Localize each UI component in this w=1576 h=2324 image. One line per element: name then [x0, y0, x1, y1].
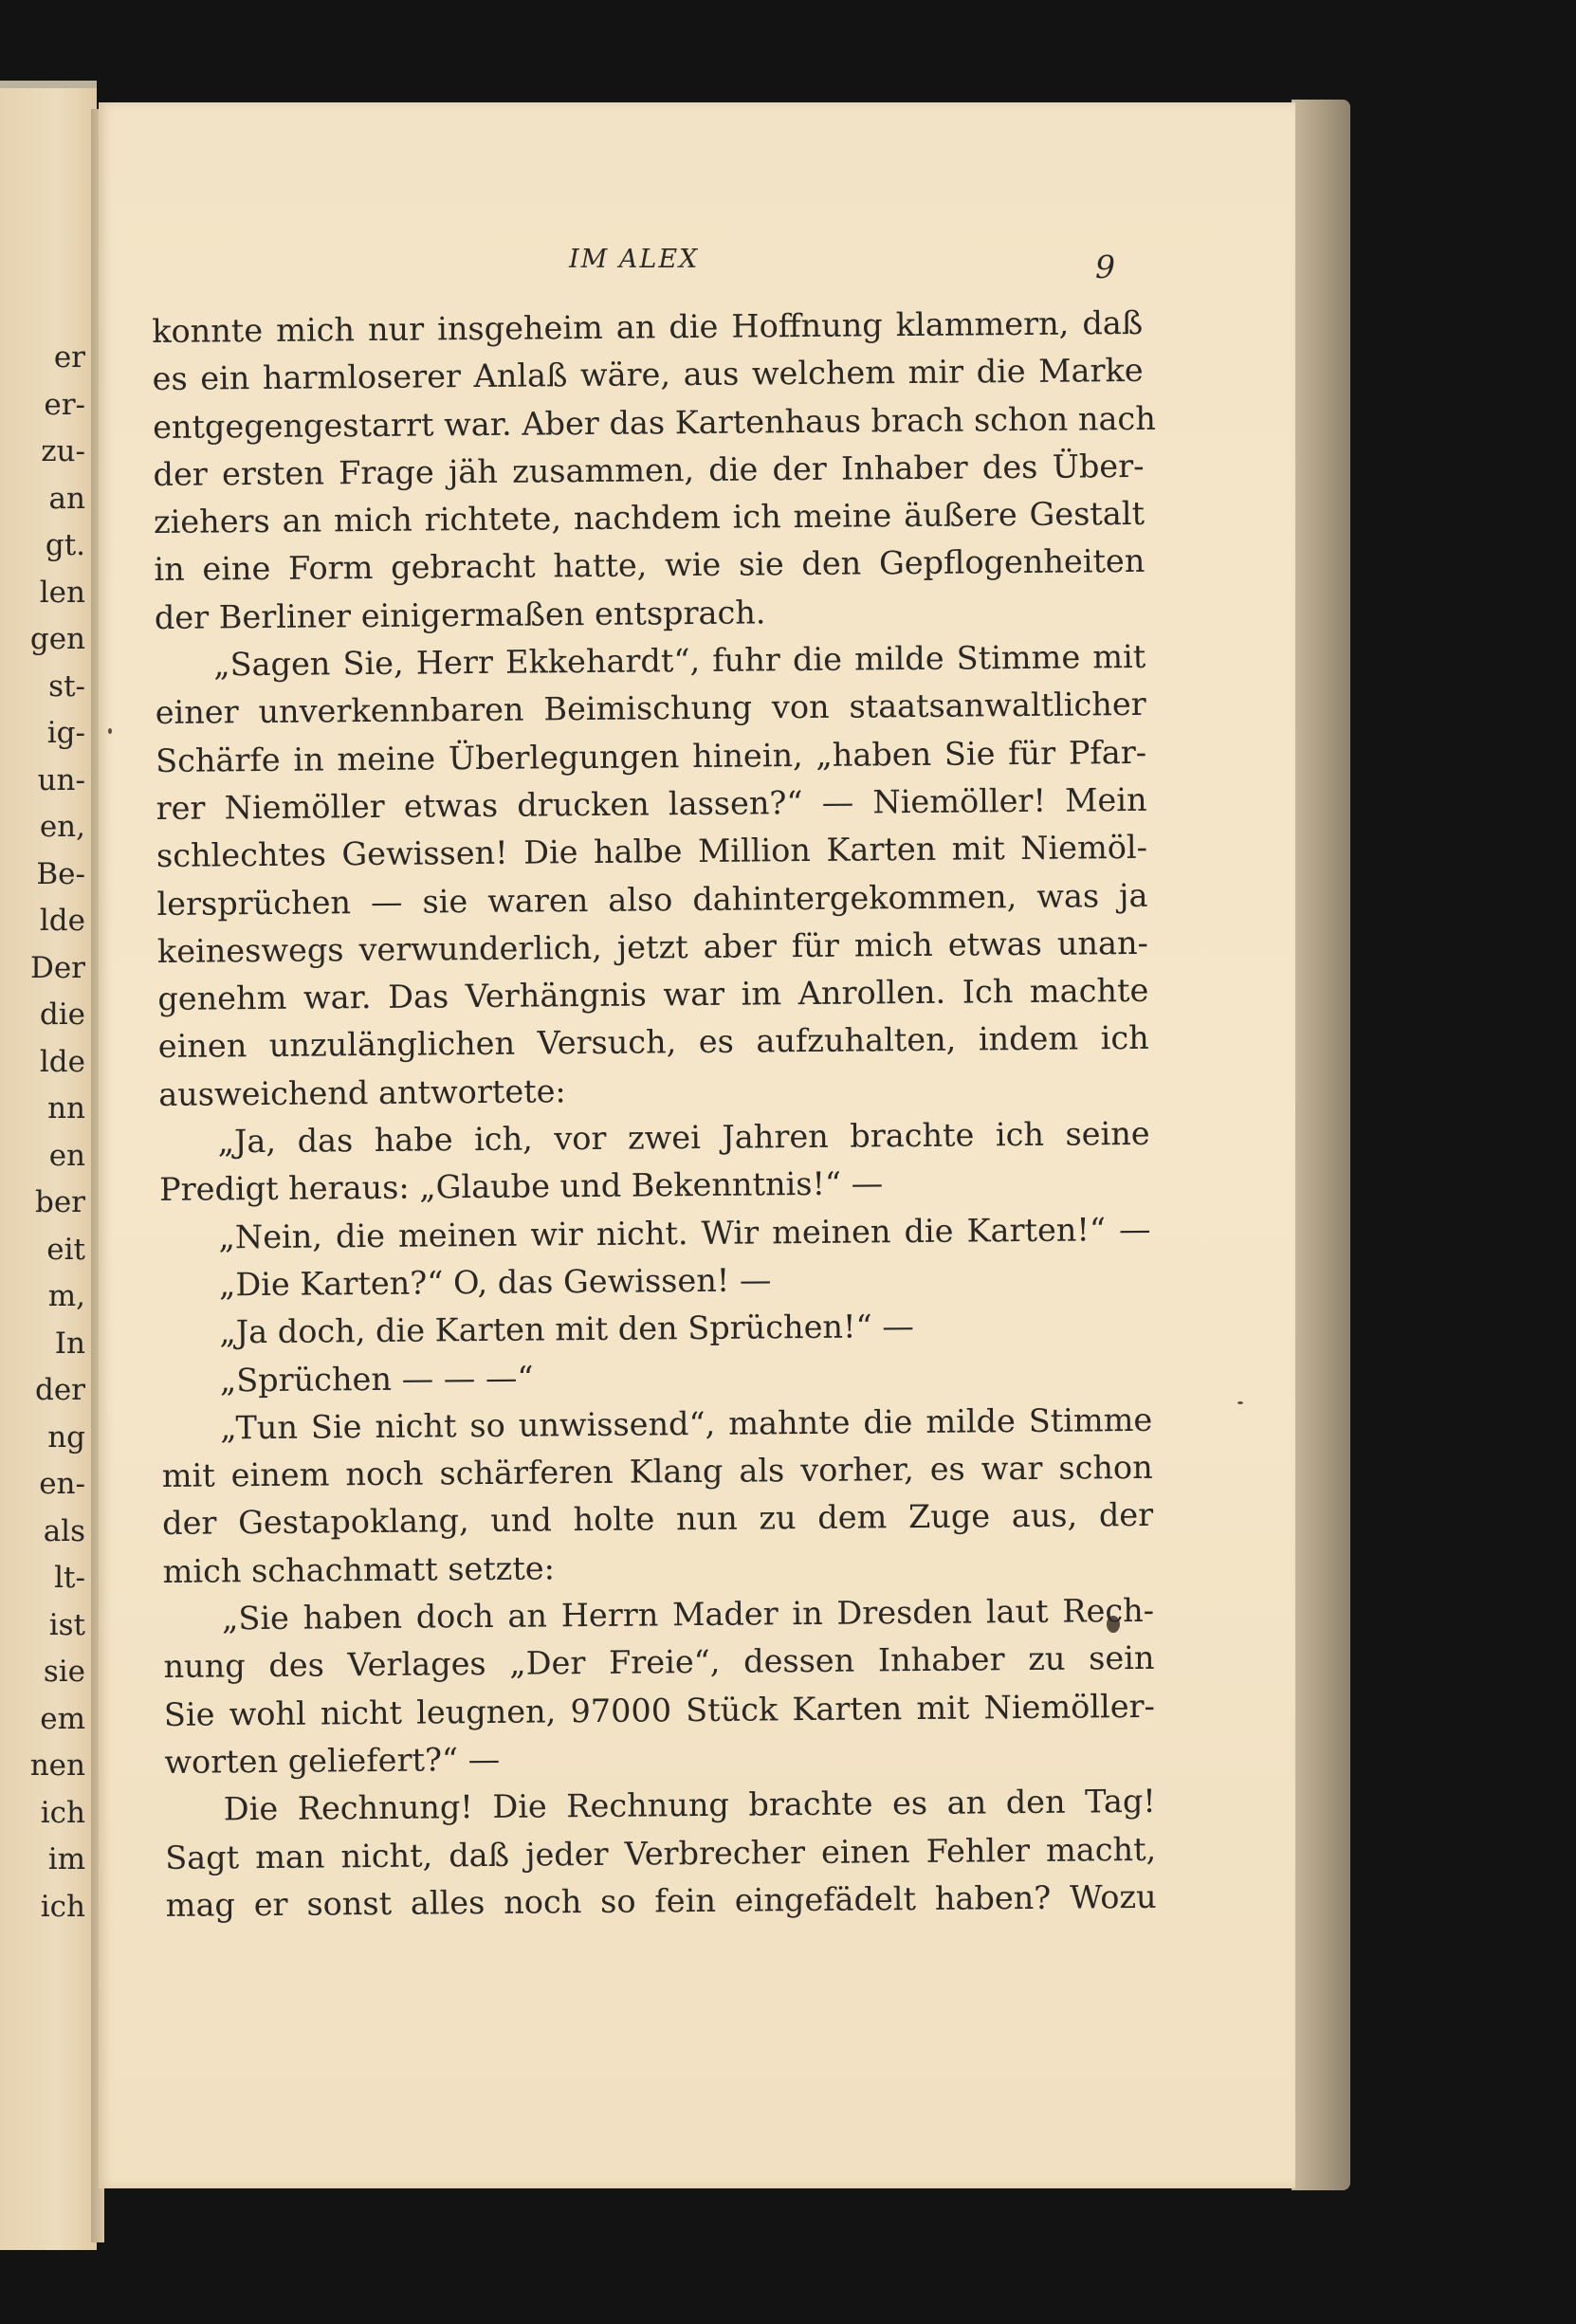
text-line: „Sagen Sie, Herr Ekkehardt“, fuhr die milde Stimme mit	[213, 637, 1146, 684]
left-page-word: er-	[44, 387, 85, 422]
left-page-word: en-	[39, 1467, 85, 1501]
text-line: ziehers an mich richtete, nachdem ich meine äußere Gestalt	[153, 495, 1145, 541]
left-page-word: m,	[47, 1279, 85, 1313]
text-line: in eine Form gebracht hatte, wie sie den Gepflogenheiten	[154, 542, 1145, 589]
text-line: schlechtes Gewissen! Die halbe Million Karten mit Niemöl-	[156, 829, 1148, 875]
text-line: entgegengestarrt war. Aber das Kartenhaus brach schon nach	[152, 399, 1156, 446]
text-line: „Ja doch, die Karten mit den Sprüchen!“ —	[219, 1308, 914, 1351]
text-line: „Die Karten?“ O, das Gewissen! —	[218, 1261, 772, 1304]
left-page-word: ng	[47, 1419, 85, 1455]
left-page-word: nn	[47, 1091, 85, 1125]
text-line: ausweichend antwortete:	[158, 1071, 566, 1113]
text-line: konnte mich nur insgeheim an die Hoffnung klammern, daß	[152, 303, 1144, 350]
left-page-word: die	[39, 997, 85, 1032]
text-line: einen unzulänglichen Versuch, es aufzuhalten, indem ich	[157, 1019, 1149, 1066]
text-line: der Gestapoklang, und holte nun zu dem Zuge aus, der	[162, 1496, 1154, 1543]
text-line: lersprüchen — sie waren also dahintergekommen, was ja	[156, 876, 1148, 923]
text-line: mag er sonst alles noch so fein eingefädelt haben? Wozu	[165, 1877, 1157, 1924]
text-line: Sie wohl nicht leugnen, 97000 Stück Karten mit Niemöller-	[163, 1687, 1156, 1733]
left-page-word: er	[53, 340, 85, 375]
left-page-word: un-	[37, 762, 85, 797]
running-head: IM ALEX	[569, 245, 700, 274]
left-page-fragment	[0, 81, 97, 2250]
text-line: rer Niemöller etwas drucken lassen?“ — Niemöller! Mein	[156, 780, 1147, 827]
left-page-word: Der	[29, 950, 85, 985]
text-line: „Sie haben doch an Herrn Mader in Dresden laut Rech-	[221, 1591, 1155, 1638]
text-line: Predigt heraus: „Glaube und Bekenntnis!“ —	[158, 1164, 884, 1209]
text-line: der ersten Frage jäh zusammen, die der Inhaber des Über-	[153, 447, 1145, 493]
text-line: Die Rechnung! Die Rechnung brachte es an den Tag!	[223, 1783, 1156, 1828]
left-page-word: em	[40, 1701, 85, 1736]
book-cover-edge	[1292, 100, 1350, 2190]
left-page-word: en,	[39, 810, 85, 844]
left-page-word: ich	[40, 1889, 85, 1924]
text-line: einer unverkennbaren Beimischung von staatsanwaltlicher	[155, 686, 1146, 732]
body-text	[152, 300, 1157, 1930]
left-page-word: Be-	[36, 856, 85, 891]
text-line: genehm war. Das Verhängnis war im Anrollen. Ich machte	[157, 972, 1149, 1018]
page-speck	[108, 728, 112, 734]
left-page-word: ich	[40, 1795, 85, 1830]
left-page-word: der	[34, 1373, 85, 1407]
left-page-word: zu-	[41, 434, 85, 468]
text-line: „Ja, das habe ich, vor zwei Jahren brachte ich seine	[217, 1114, 1150, 1161]
page-speck	[1237, 1401, 1243, 1404]
left-page-word: len	[39, 575, 85, 610]
text-line: es ein harmloserer Anlaß wäre, aus welchem mir die Marke	[152, 352, 1144, 398]
text-line: „Nein, die meinen wir nicht. Wir meinen die Karten!“ —	[218, 1210, 1151, 1256]
left-page-word: eit	[46, 1232, 85, 1267]
left-page-word: sie	[43, 1655, 85, 1689]
text-line: mit einem noch schärferen Klang als vorher, es war schon	[161, 1448, 1153, 1495]
text-line: mich schachmatt setzte:	[162, 1549, 556, 1590]
left-page-word: an	[48, 481, 85, 516]
left-page-word: gen	[29, 622, 85, 656]
text-line: Sagt man nicht, daß jeder Verbrecher einen Fehler macht,	[165, 1830, 1157, 1876]
left-page-text	[0, 335, 95, 1931]
text-line: keineswegs verwunderlich, jetzt aber für mich etwas unan-	[156, 924, 1149, 970]
left-page-word: In	[54, 1326, 85, 1361]
left-page-word: lde	[39, 904, 85, 938]
text-line: „Sprüchen — — —“	[219, 1359, 534, 1399]
left-page-word: ig-	[46, 716, 85, 750]
text-line: worten geliefert?“ —	[164, 1740, 501, 1781]
text-line: der Berliner einigermaßen entsprach.	[154, 594, 766, 636]
text-line: Schärfe in meine Überlegungen hinein, „haben Sie für Pfar-	[155, 733, 1147, 779]
text-line: „Tun Sie nicht so unwissend“, mahnte die milde Stimme	[220, 1400, 1153, 1447]
left-page-word: ber	[34, 1185, 85, 1219]
page-number: 9	[1095, 248, 1115, 285]
left-page-word: lt-	[54, 1561, 85, 1595]
left-page-word: als	[43, 1513, 85, 1548]
left-page-word: gt.	[45, 528, 85, 562]
left-page-word: st-	[48, 668, 85, 704]
left-page-word: ist	[48, 1607, 85, 1642]
left-page-word: en	[48, 1138, 85, 1173]
text-line: nung des Verlages „Der Freie“, dessen Inhaber zu sein	[163, 1639, 1155, 1686]
left-page-word: lde	[39, 1044, 85, 1079]
left-page-word: im	[47, 1842, 85, 1876]
left-page-word: nen	[29, 1748, 85, 1783]
